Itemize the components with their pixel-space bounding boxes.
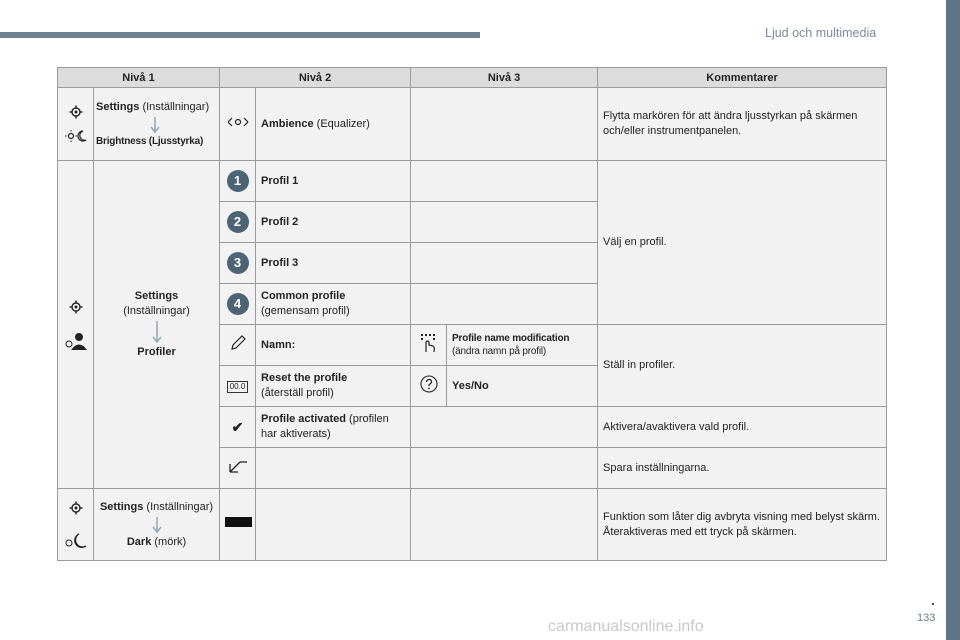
icon-cell <box>220 489 256 561</box>
ambience-label: Ambience <box>261 117 314 130</box>
dark-translation: (mörk) <box>151 535 187 548</box>
icon-cell <box>411 366 447 407</box>
side-accent-bar <box>946 0 960 640</box>
dark-screen-icon <box>225 517 252 527</box>
question-icon <box>420 375 438 393</box>
profiler-label: Profiler <box>137 345 176 358</box>
number-3-icon: 3 <box>227 252 249 274</box>
brightness-label: Brightness (Ljusstyrka) <box>96 135 204 147</box>
arrow-down-icon <box>152 517 162 533</box>
arrow-down-icon <box>152 321 162 343</box>
table-row-profile-1 <box>58 161 887 202</box>
icon-cell <box>220 202 256 243</box>
level1-cell <box>94 489 220 561</box>
settings-gear-icon <box>69 105 83 119</box>
dark-comment-line2: Återaktiveras med ett tryck på skärmen. <box>603 525 797 538</box>
comment-cell: Aktivera/avaktivera vald profil. <box>598 407 887 448</box>
comment-cell: Spara inställningarna. <box>598 448 887 489</box>
settings-label: Settings <box>99 500 144 513</box>
settings-table <box>57 67 887 561</box>
icon-cell <box>58 161 94 489</box>
number-1-icon: 1 <box>227 170 249 192</box>
level2-cell <box>256 366 411 407</box>
icon-cell <box>220 161 256 202</box>
yes-no-label: Yes/No <box>447 366 598 407</box>
level1-cell <box>94 161 220 489</box>
profile-1-label: Profil 1 <box>256 161 411 202</box>
dark-comment-line1: Funktion som låter dig avbryta visning med belyst skärm. <box>603 510 880 523</box>
reset-profile-label: Reset the profile <box>261 372 348 385</box>
comment-cell: Välj en profil. <box>598 161 887 325</box>
settings-label: Settings <box>96 100 140 113</box>
level3-cell <box>411 284 598 325</box>
level3-cell <box>411 448 598 489</box>
table-row-brightness <box>58 88 887 161</box>
col-header-level1: Nivå 1 <box>58 68 220 88</box>
profile-name-modification-label: Profile name modification <box>452 332 570 344</box>
level3-cell <box>411 407 598 448</box>
comment-cell: Flytta markören för att ändra ljusstyrkan på skärmen och/eller instrumentpanelen. <box>598 88 887 161</box>
arrow-down-icon <box>150 117 160 133</box>
icon-cell <box>220 448 256 489</box>
comment-cell <box>598 489 887 561</box>
level2-cell <box>256 489 411 561</box>
comment-cell: Ställ in profiler. <box>598 325 887 407</box>
top-accent-bar <box>0 32 480 38</box>
settings-gear-icon <box>69 501 83 515</box>
page-number: 133 <box>917 612 936 624</box>
level3-cell <box>411 202 598 243</box>
watermark: carmanualsonline.info <box>548 618 704 635</box>
icon-cell <box>220 284 256 325</box>
settings-translation: (Inställningar) <box>143 500 214 513</box>
level2-cell <box>256 407 411 448</box>
settings-label: Settings <box>134 290 179 303</box>
level3-cell <box>447 325 598 366</box>
icon-cell <box>220 407 256 448</box>
profile-activated-label: Profile activated <box>261 413 346 426</box>
level1-cell <box>94 88 220 161</box>
dark-label: Dark <box>126 535 152 548</box>
number-4-icon: 4 <box>227 293 249 315</box>
name-label: Namn: <box>256 325 411 366</box>
icon-cell <box>220 366 256 407</box>
table-row-dark <box>58 489 887 561</box>
moon-icon <box>65 533 87 549</box>
level2-cell <box>256 88 411 161</box>
icon-cell <box>58 489 94 561</box>
level2-cell <box>256 448 411 489</box>
col-header-level3: Nivå 3 <box>411 68 598 88</box>
checkmark-icon: ✔ <box>231 418 244 435</box>
page-dot: . <box>931 592 935 608</box>
icon-cell <box>58 88 94 161</box>
settings-translation: (Inställningar) <box>139 100 210 113</box>
reset-counter-icon: 00.0 <box>227 381 249 393</box>
ambience-icon <box>227 116 249 128</box>
profile-user-icon <box>65 332 87 350</box>
pencil-icon <box>230 335 246 351</box>
level3-cell <box>411 243 598 284</box>
level2-cell <box>256 284 411 325</box>
common-profile-label: Common profile <box>261 290 346 303</box>
brightness-icon <box>65 129 87 143</box>
section-title: Ljud och multimedia <box>765 26 877 40</box>
level3-cell <box>411 88 598 161</box>
icon-cell <box>220 88 256 161</box>
level3-cell <box>411 489 598 561</box>
icon-cell <box>411 325 447 366</box>
col-header-level2: Nivå 2 <box>220 68 411 88</box>
reset-profile-translation: (återställ profil) <box>261 387 334 399</box>
profile-3-label: Profil 3 <box>256 243 411 284</box>
profile-activated-translation: (profilen har aktiverats) <box>261 413 389 440</box>
icon-cell <box>220 243 256 284</box>
profile-2-label: Profil 2 <box>256 202 411 243</box>
common-profile-translation: (gemensam profil) <box>261 305 350 317</box>
settings-gear-icon <box>69 300 83 314</box>
ambience-translation: (Equalizer) <box>313 117 370 130</box>
icon-cell <box>220 325 256 366</box>
back-arrow-icon <box>228 458 248 474</box>
profile-name-modification-translation: (ändra namn på profil) <box>452 346 547 357</box>
col-header-comments: Kommentarer <box>598 68 887 88</box>
settings-translation: (Inställningar) <box>123 305 190 318</box>
number-2-icon: 2 <box>227 211 249 233</box>
keyboard-touch-icon <box>420 333 438 353</box>
level3-cell <box>411 161 598 202</box>
table-header-row <box>58 68 887 88</box>
